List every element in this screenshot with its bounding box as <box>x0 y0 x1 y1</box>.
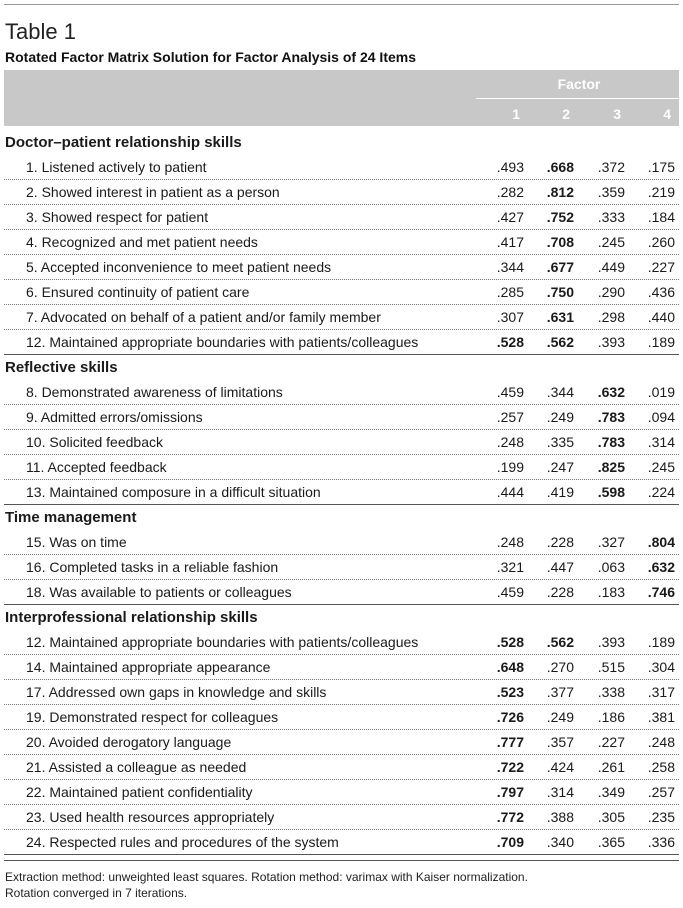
item-label: 18. Was available to patients or colleagues <box>26 584 292 600</box>
loading-factor-2: .228 <box>546 584 574 600</box>
loading-factor-1: .417 <box>496 234 524 250</box>
item-label: 2. Showed interest in patient as a person <box>26 184 280 200</box>
table-label: Table 1 <box>5 19 76 44</box>
loading-factor-1: .344 <box>496 259 524 275</box>
loading-factor-3: .365 <box>597 834 625 850</box>
loading-factor-1: .427 <box>496 209 524 225</box>
loading-factor-4: .189 <box>647 334 675 350</box>
loading-factor-2: .424 <box>546 759 574 775</box>
loading-factor-3: .327 <box>597 534 625 550</box>
table-row <box>4 455 679 480</box>
loading-factor-1: .459 <box>496 384 524 400</box>
loading-factor-2: .562 <box>546 634 574 650</box>
table-body <box>4 130 679 855</box>
loading-factor-1: .307 <box>496 309 524 325</box>
loading-factor-3: .825 <box>597 459 625 475</box>
loading-factor-4: .184 <box>647 209 675 225</box>
loading-factor-2: .340 <box>546 834 574 850</box>
table-row <box>4 680 679 705</box>
table-row <box>4 430 679 455</box>
item-label: 4. Recognized and met patient needs <box>26 234 258 250</box>
loading-factor-3: .338 <box>597 684 625 700</box>
loading-factor-2: .249 <box>546 709 574 725</box>
loading-factor-4: .224 <box>647 484 675 500</box>
item-label: 9. Admitted errors/omissions <box>26 409 203 425</box>
loading-factor-4: .248 <box>647 734 675 750</box>
section-header <box>4 605 679 630</box>
loading-factor-4: .632 <box>647 559 675 575</box>
loading-factor-4: .260 <box>647 234 675 250</box>
loading-factor-4: .175 <box>647 159 675 175</box>
loading-factor-2: .249 <box>546 409 574 425</box>
section-title: Time management <box>5 509 137 526</box>
item-label: 3. Showed respect for patient <box>26 209 209 225</box>
item-label: 8. Demonstrated awareness of limitations <box>26 384 283 400</box>
section-header <box>4 505 679 530</box>
column-header-2: 2 <box>562 106 570 122</box>
loading-factor-2: .750 <box>546 284 574 300</box>
item-label: 16. Completed tasks in a reliable fashion <box>26 559 279 575</box>
loading-factor-4: .314 <box>647 434 675 450</box>
loading-factor-2: .677 <box>546 259 574 275</box>
loading-factor-3: .186 <box>597 709 625 725</box>
table-row <box>4 330 679 355</box>
table-header <box>4 70 679 126</box>
loading-factor-1: .444 <box>496 484 524 500</box>
column-header-1: 1 <box>512 106 520 122</box>
loading-factor-1: .199 <box>496 459 524 475</box>
loading-factor-4: .245 <box>647 459 675 475</box>
item-label: 13. Maintained composure in a difficult situation <box>26 484 321 500</box>
factor-header: Factor <box>557 76 601 92</box>
loading-factor-4: .336 <box>647 834 675 850</box>
loading-factor-2: .270 <box>546 659 574 675</box>
column-header-3: 3 <box>613 106 621 122</box>
table-row <box>4 480 679 505</box>
table-row <box>4 180 679 205</box>
table-row <box>4 755 679 780</box>
loading-factor-2: .247 <box>546 459 574 475</box>
table-row <box>4 405 679 430</box>
loading-factor-1: .722 <box>496 759 524 775</box>
loading-factor-3: .305 <box>597 809 625 825</box>
loading-factor-2: .335 <box>546 434 574 450</box>
table-row <box>4 730 679 755</box>
item-label: 12. Maintained appropriate boundaries with patients/colleagues <box>26 334 419 350</box>
loading-factor-1: .257 <box>496 409 524 425</box>
loading-factor-3: .063 <box>597 559 625 575</box>
table-row <box>4 305 679 330</box>
column-header-4: 4 <box>663 106 671 122</box>
item-label: 7. Advocated on behalf of a patient and/or family member <box>26 309 381 325</box>
loading-factor-2: .631 <box>546 309 574 325</box>
loading-factor-1: .523 <box>496 684 524 700</box>
loading-factor-1: .248 <box>496 534 524 550</box>
loading-factor-3: .449 <box>597 259 625 275</box>
item-label: 12. Maintained appropriate boundaries with patients/colleagues <box>26 634 419 650</box>
item-label: 23. Used health resources appropriately <box>26 809 275 825</box>
section-header <box>4 130 679 155</box>
loading-factor-1: .777 <box>496 734 524 750</box>
loading-factor-1: .459 <box>496 584 524 600</box>
loading-factor-2: .708 <box>546 234 574 250</box>
loading-factor-2: .752 <box>546 209 574 225</box>
table-row <box>4 580 679 605</box>
item-label: 10. Solicited feedback <box>26 434 163 450</box>
table-row <box>4 630 679 655</box>
loading-factor-1: .321 <box>496 559 524 575</box>
table-row <box>4 530 679 555</box>
bottom-rule <box>4 860 679 861</box>
table-row <box>4 805 679 830</box>
loading-factor-3: .261 <box>597 759 625 775</box>
loading-factor-4: .219 <box>647 184 675 200</box>
footnote-line: Rotation converged in 7 iterations. <box>5 886 188 900</box>
loading-factor-1: .709 <box>496 834 524 850</box>
item-label: 1. Listened actively to patient <box>26 159 207 175</box>
section-title: Doctor–patient relationship skills <box>5 134 242 151</box>
loading-factor-4: .317 <box>647 684 675 700</box>
loading-factor-4: .440 <box>647 309 675 325</box>
loading-factor-1: .248 <box>496 434 524 450</box>
item-label: 22. Maintained patient confidentiality <box>26 784 253 800</box>
loading-factor-1: .285 <box>496 284 524 300</box>
table-row <box>4 780 679 805</box>
section-header <box>4 355 679 380</box>
item-label: 15. Was on time <box>26 534 127 550</box>
loading-factor-2: .314 <box>546 784 574 800</box>
table-row <box>4 655 679 680</box>
loading-factor-3: .227 <box>597 734 625 750</box>
item-label: 21. Assisted a colleague as needed <box>26 759 247 775</box>
table-row <box>4 705 679 730</box>
loading-factor-1: .528 <box>496 334 524 350</box>
loading-factor-3: .598 <box>597 484 625 500</box>
loading-factor-2: .377 <box>546 684 574 700</box>
item-label: 20. Avoided derogatory language <box>26 734 232 750</box>
item-label: 6. Ensured continuity of patient care <box>26 284 250 300</box>
loading-factor-4: .436 <box>647 284 675 300</box>
loading-factor-2: .812 <box>546 184 574 200</box>
section-title: Interprofessional relationship skills <box>5 609 258 626</box>
table-row <box>4 230 679 255</box>
item-label: 17. Addressed own gaps in knowledge and skills <box>26 684 327 700</box>
loading-factor-4: .258 <box>647 759 675 775</box>
item-label: 5. Accepted inconvenience to meet patient needs <box>26 259 332 275</box>
loading-factor-4: .381 <box>647 709 675 725</box>
table-row <box>4 255 679 280</box>
loading-factor-2: .562 <box>546 334 574 350</box>
loading-factor-4: .235 <box>647 809 675 825</box>
loading-factor-4: .304 <box>647 659 675 675</box>
item-label: 24. Respected rules and procedures of the system <box>26 834 339 850</box>
footnote-line: Extraction method: unweighted least squares. Rotation method: varimax with Kaiser normalization. <box>5 870 528 884</box>
loading-factor-3: .372 <box>597 159 625 175</box>
loading-factor-3: .333 <box>597 209 625 225</box>
loading-factor-3: .783 <box>597 434 625 450</box>
loading-factor-3: .393 <box>597 334 625 350</box>
loading-factor-3: .245 <box>597 234 625 250</box>
loading-factor-3: .183 <box>597 584 625 600</box>
loading-factor-4: .804 <box>647 534 675 550</box>
loading-factor-4: .746 <box>647 584 675 600</box>
loading-factor-3: .515 <box>597 659 625 675</box>
loading-factor-3: .359 <box>597 184 625 200</box>
factor-rule <box>476 98 679 99</box>
loading-factor-1: .528 <box>496 634 524 650</box>
item-label: 11. Accepted feedback <box>26 459 167 475</box>
loading-factor-1: .282 <box>496 184 524 200</box>
loading-factor-2: .228 <box>546 534 574 550</box>
loading-factor-1: .726 <box>496 709 524 725</box>
table-row <box>4 380 679 405</box>
loading-factor-4: .189 <box>647 634 675 650</box>
loading-factor-3: .349 <box>597 784 625 800</box>
loading-factor-1: .797 <box>496 784 524 800</box>
footnote <box>5 869 528 901</box>
loading-factor-3: .298 <box>597 309 625 325</box>
loading-factor-1: .648 <box>496 659 524 675</box>
loading-factor-2: .344 <box>546 384 574 400</box>
table-row <box>4 155 679 180</box>
table-row <box>4 280 679 305</box>
table-row <box>4 830 679 855</box>
loading-factor-3: .290 <box>597 284 625 300</box>
section-title: Reflective skills <box>5 359 118 376</box>
loading-factor-4: .227 <box>647 259 675 275</box>
loading-factor-2: .419 <box>546 484 574 500</box>
loading-factor-4: .019 <box>647 384 675 400</box>
loading-factor-3: .632 <box>597 384 625 400</box>
loading-factor-4: .257 <box>647 784 675 800</box>
loading-factor-1: .772 <box>496 809 524 825</box>
table-caption: Rotated Factor Matrix Solution for Factor Analysis of 24 Items <box>5 49 416 65</box>
loading-factor-3: .783 <box>597 409 625 425</box>
table-row <box>4 205 679 230</box>
loading-factor-4: .094 <box>647 409 675 425</box>
loading-factor-2: .388 <box>546 809 574 825</box>
loading-factor-1: .493 <box>496 159 524 175</box>
loading-factor-2: .447 <box>546 559 574 575</box>
table-row <box>4 555 679 580</box>
loading-factor-3: .393 <box>597 634 625 650</box>
loading-factor-2: .357 <box>546 734 574 750</box>
item-label: 19. Demonstrated respect for colleagues <box>26 709 279 725</box>
item-label: 14. Maintained appropriate appearance <box>26 659 271 675</box>
loading-factor-2: .668 <box>546 159 574 175</box>
top-rule <box>4 4 679 5</box>
